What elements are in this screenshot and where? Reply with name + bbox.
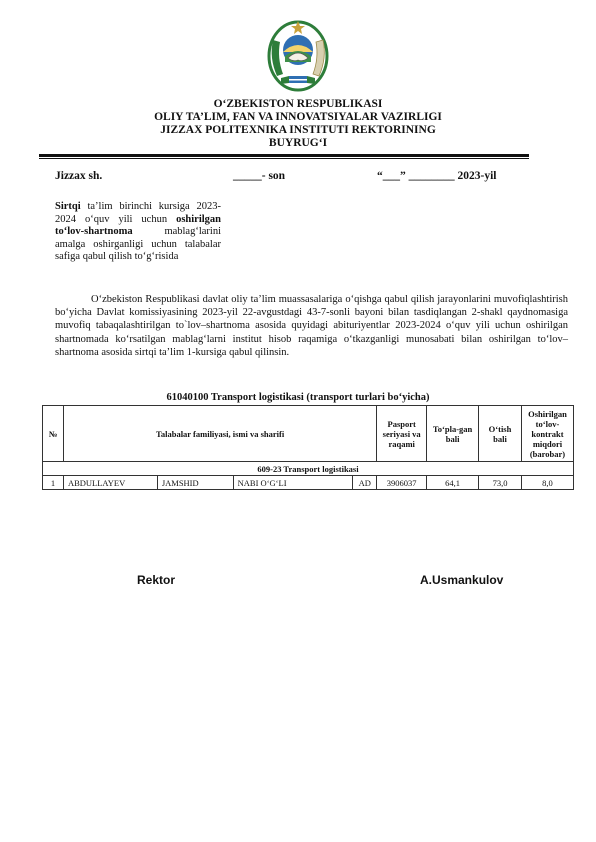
- order-city: Jizzax sh.: [55, 170, 103, 182]
- cell-passport-series: AD: [353, 476, 377, 490]
- signature-title: Rektor: [137, 573, 176, 587]
- col-number: №: [43, 406, 64, 462]
- cell-first-name: JAMSHID: [157, 476, 233, 490]
- cell-number: 1: [43, 476, 64, 490]
- subject-text-1: ta’lim birinchi kursiga 2023-2024 o‘quv yili uchun: [55, 201, 221, 225]
- signature-name: A.Usmankulov: [420, 573, 504, 587]
- cell-pass-score: 73,0: [479, 476, 522, 490]
- cell-contract-amount: 8,0: [521, 476, 573, 490]
- col-total-score: To‘pla-gan bali: [427, 406, 479, 462]
- ministry-name: OLIY TA’LIM, FAN VA INNOVATSIYALAR VAZIRLIGI: [154, 111, 442, 123]
- order-number: _____- son: [233, 170, 286, 182]
- students-table: [42, 405, 574, 490]
- cell-patronymic: NABI O‘G‘LI: [233, 476, 353, 490]
- header-rule-thin: [39, 158, 529, 159]
- group-title: 609-23 Transport logistikasi: [43, 462, 574, 476]
- cell-total-score: 64,1: [427, 476, 479, 490]
- col-contract-amount: Oshirilgan to‘lov-kontrakt miqdori (barobar): [521, 406, 573, 462]
- order-meta: [55, 170, 571, 186]
- header-rule-thick: [39, 154, 529, 157]
- col-passport: Pasport seriyasi va raqami: [377, 406, 427, 462]
- specialty-title: 61040100 Transport logistikasi (transport turlari bo‘yicha): [166, 392, 430, 403]
- order-date: “___” ________ 2023-yil: [377, 170, 497, 182]
- order-subject: [55, 201, 221, 264]
- ministry-country: O‘ZBEKISTON RESPUBLIKASI: [213, 98, 383, 110]
- state-emblem: [267, 18, 329, 94]
- group-row: [43, 462, 574, 476]
- cell-passport-number: 3906037: [377, 476, 427, 490]
- col-pass-score: O‘tish bali: [479, 406, 522, 462]
- order-body: O‘zbekiston Respublikasi davlat oliy ta’lim muassasalariga o‘qishga qabul qilish jarayonlarini muvofiqlashtirish bo‘yicha Davlat komissiyasining 2023-yil 22-avgustdagi 43-7-sonli bayoni bilan tasdiqlangan 2-shakl qaydnomasiga muvofiq tabaqalashtirilgan to`lov–shartnoma asosida quyidagi abituriyentlar 2023-2024 o‘quv yili uchun oshirilgan shartnomada ko‘rsatilgan mablag‘larni institut hisob raqamiga o‘tkazganligi munosabati bilan oshirilgan to‘lov–shartnoma asosida sirtqi ta’lim 1-kursiga qabul qilinsin.: [55, 294, 568, 358]
- institute-rector: JIZZAX POLITEXNIKA INSTITUTI REKTORINING: [160, 124, 436, 136]
- subject-text-2: mablag‘larini amalga oshirganligi uchun talabalar safiga qabul qilish to‘g‘risida: [55, 226, 221, 263]
- table-row: [43, 476, 574, 490]
- subject-word-contract: oshirilgan to‘lov-shartnoma: [55, 213, 221, 238]
- cell-surname: ABDULLAYEV: [63, 476, 157, 490]
- subject-word-sirtqi: Sirtqi: [55, 201, 81, 212]
- document-type: BUYRUG‘I: [268, 137, 328, 149]
- table-header-row: [43, 406, 574, 462]
- col-full-name: Talabalar familiyasi, ismi va sharifi: [63, 406, 376, 462]
